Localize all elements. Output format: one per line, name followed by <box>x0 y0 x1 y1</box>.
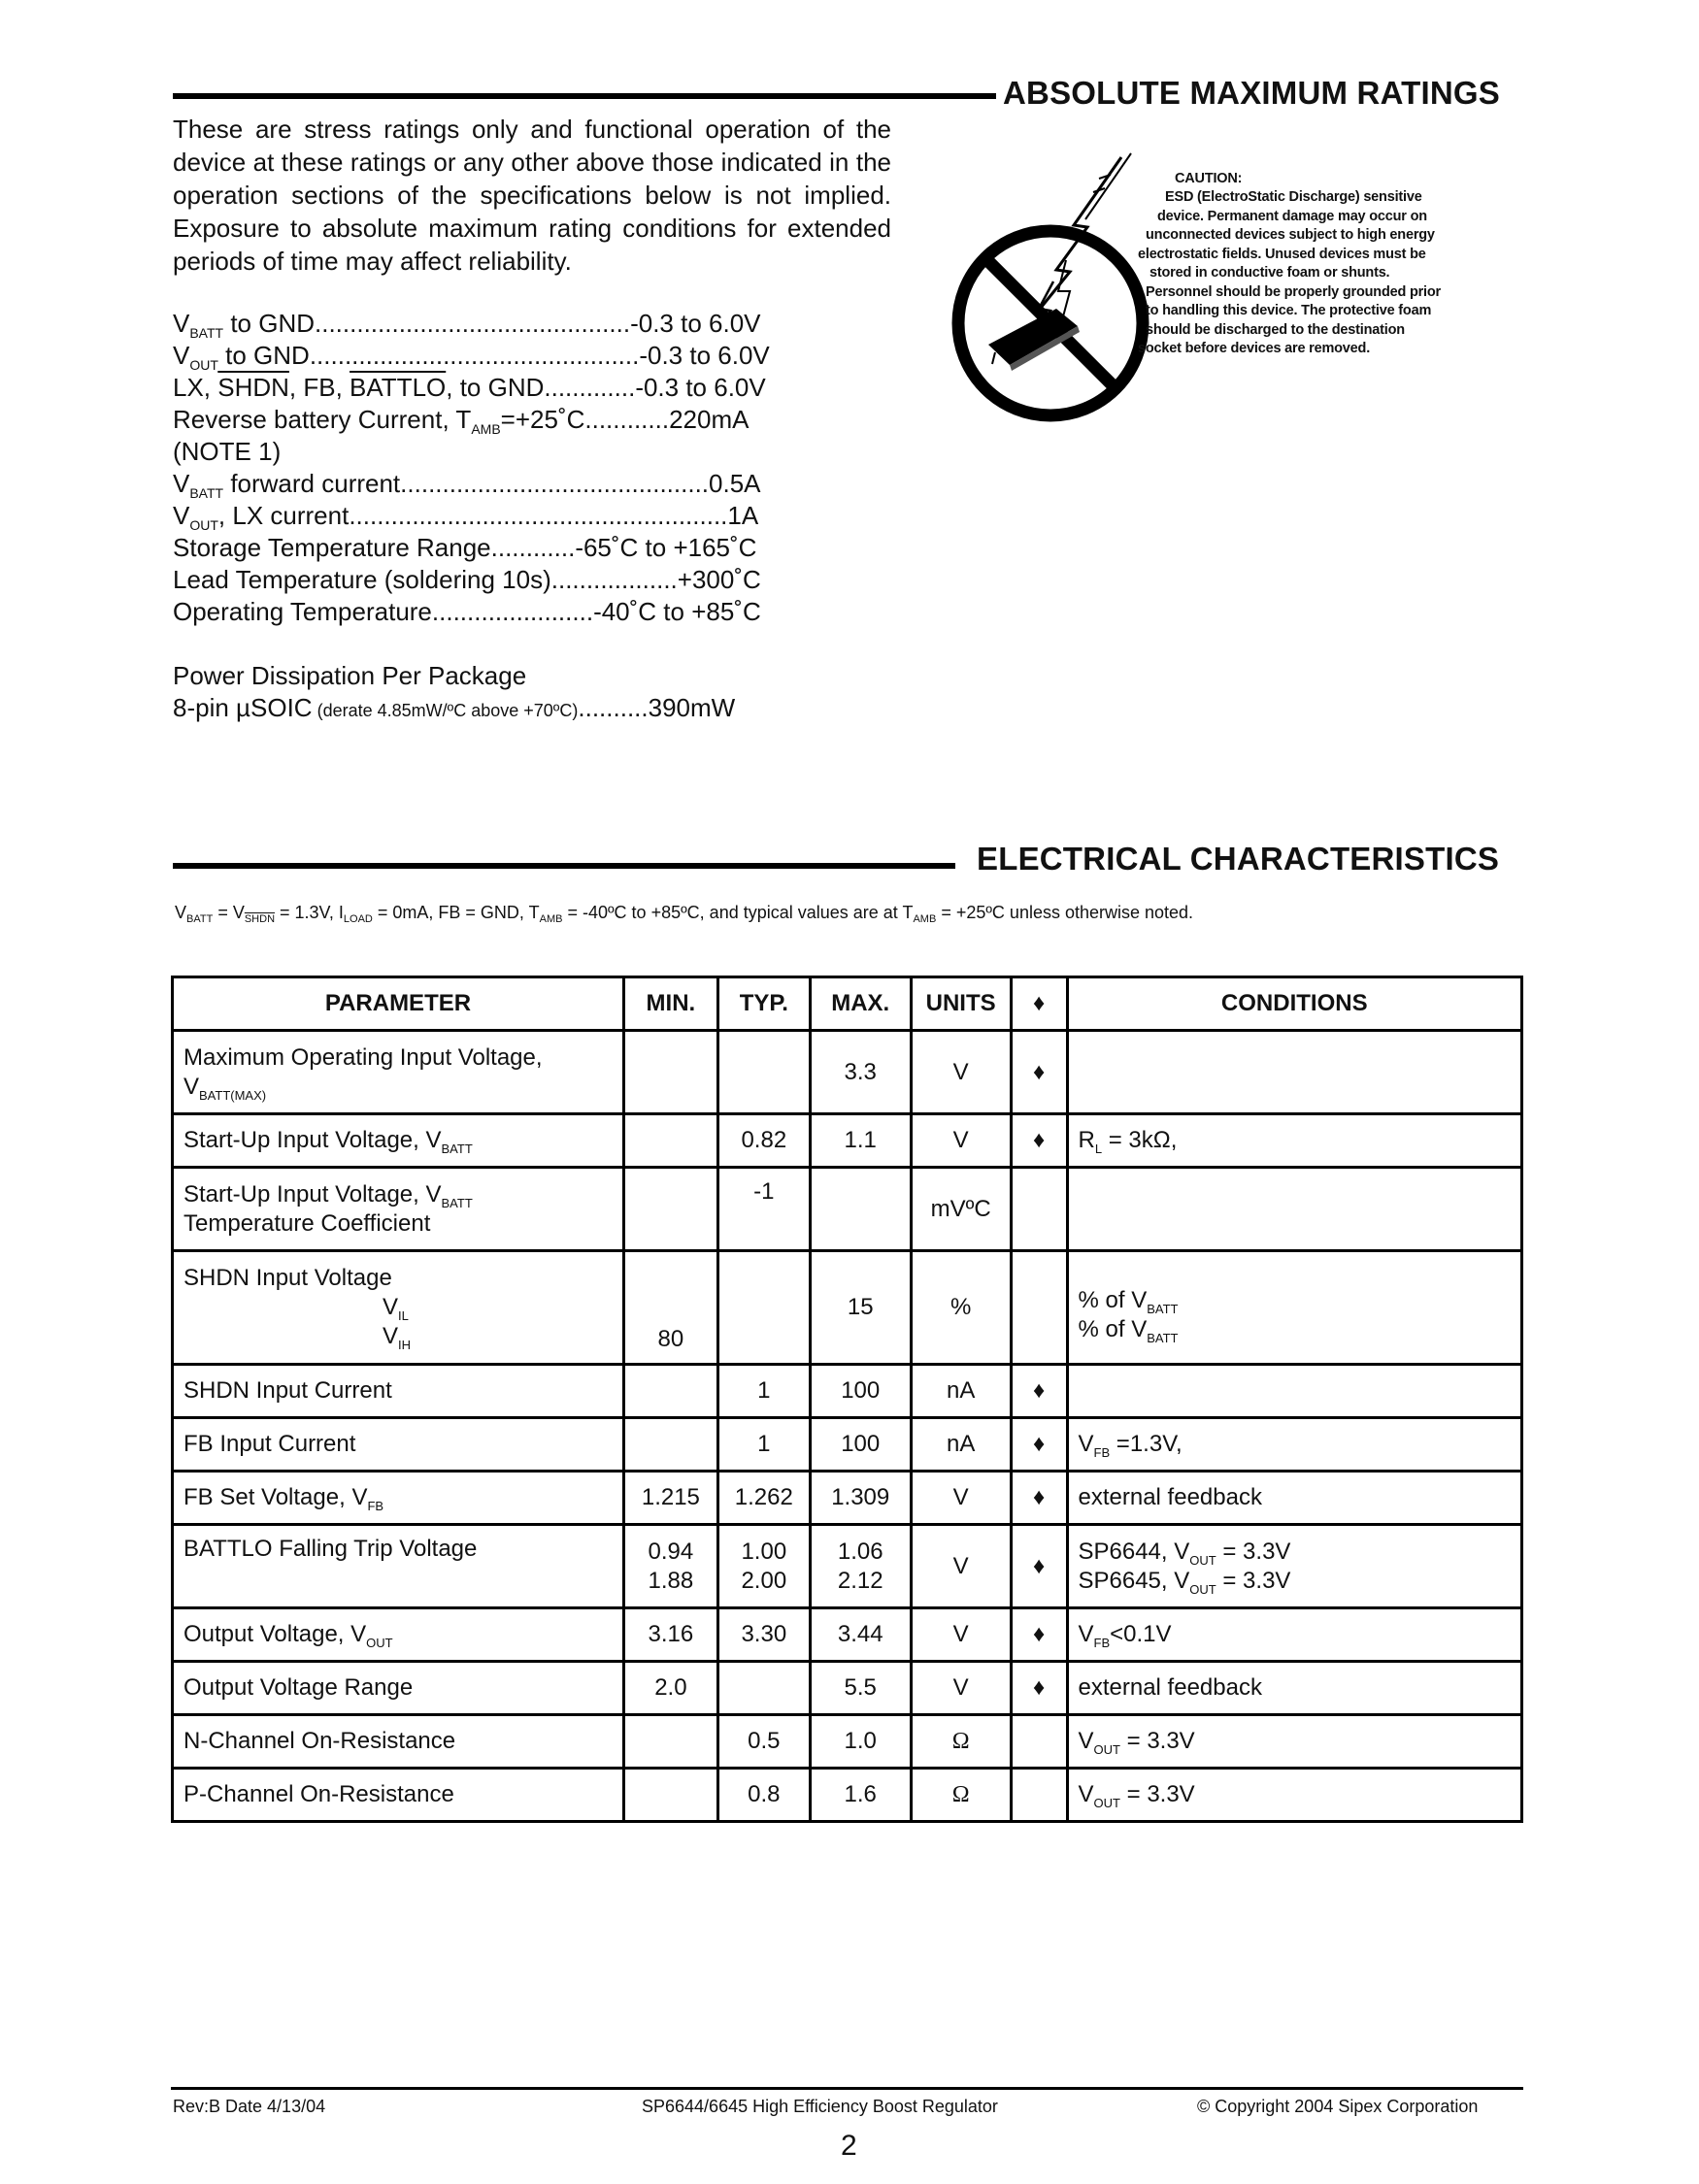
esd-caution-line: ESD (ElectroStatic Discharge) sensitive <box>1165 189 1422 205</box>
cell-diamond <box>1011 1715 1067 1769</box>
spec-reverse-battery-current: Reverse battery Current, $T_{AMB}=+25˚C............220mA$ <box>173 405 750 437</box>
table-row <box>173 1662 1522 1715</box>
table-row <box>173 1168 1522 1251</box>
cell-diamond <box>1011 1251 1067 1365</box>
cell-parameter: Output Voltage, $V_{OUT}$ <box>173 1608 624 1662</box>
cell-parameter: FB Input Current <box>173 1418 624 1472</box>
table-row <box>173 1525 1522 1608</box>
cell-max: 3.3 <box>810 1031 911 1114</box>
cell-typ: 1 <box>717 1365 810 1418</box>
amr-title-rule <box>173 93 996 99</box>
esd-caution-title: CAUTION: <box>1175 171 1243 186</box>
footer-rule <box>171 2087 1523 2090</box>
footer-copyright: © Copyright 2004 Sipex Corporation <box>1197 2097 1479 2116</box>
cell-typ: 3.30 <box>717 1608 810 1662</box>
esd-caution-line: electrostatic fields. Unused devices must be <box>1138 247 1426 262</box>
spec-vbatt-forward-current: $V_{BATT}$ forward current............................................0.5A <box>173 469 761 501</box>
cell-conditions: $V_{OUT} = 3.3V$ <box>1067 1769 1522 1822</box>
cell-min: 80 <box>623 1251 717 1365</box>
cell-max: 1.06 2.12 <box>810 1525 911 1608</box>
cell-max: 100 <box>810 1365 911 1418</box>
cell-diamond: ♦ <box>1011 1114 1067 1168</box>
cell-units: nA <box>911 1365 1011 1418</box>
cell-parameter: Start-Up Input Voltage, $V_{BATT}$ Temperature Coefficient <box>173 1168 624 1251</box>
spec-lead-temperature: Lead Temperature (soldering 10s)..................+300˚C <box>173 565 761 594</box>
cell-units: mVºC <box>911 1168 1011 1251</box>
cell-units: V <box>911 1525 1011 1608</box>
header-conditions: CONDITIONS <box>1067 977 1522 1031</box>
header-max: MAX. <box>810 977 911 1031</box>
table-row <box>173 1608 1522 1662</box>
table-row <box>173 1365 1522 1418</box>
cell-diamond <box>1011 1769 1067 1822</box>
cell-diamond: ♦ <box>1011 1365 1067 1418</box>
cell-min <box>623 1365 717 1418</box>
cell-min <box>623 1418 717 1472</box>
table-row <box>173 1769 1522 1822</box>
cell-parameter: Output Voltage Range <box>173 1662 624 1715</box>
cell-min <box>623 1769 717 1822</box>
cell-max: 100 <box>810 1418 911 1472</box>
cell-max: 1.6 <box>810 1769 911 1822</box>
cell-units: Ω <box>911 1715 1011 1769</box>
cell-units: V <box>911 1608 1011 1662</box>
cell-diamond: ♦ <box>1011 1472 1067 1525</box>
ec-test-conditions: $V_{BATT} = V_{SHDN} = 1.3V$, $I_{LOAD} = 0mA$, FB = GND, $T_{AMB}$ = -40ºC to +85ºC, and typical values are at $T_{AMB}$ = +25ºC unless otherwise noted. <box>175 903 1194 925</box>
cell-diamond: ♦ <box>1011 1418 1067 1472</box>
cell-units: nA <box>911 1418 1011 1472</box>
cell-typ: 0.5 <box>717 1715 810 1769</box>
cell-typ: 0.8 <box>717 1769 810 1822</box>
amr-intro-paragraph: These are stress ratings only and functional operation of the device at these ratings or any other above those indicated in the operation sections of the specifications below is not implied. Exposure to absolute maximum rating conditions for extended periods of time may affect reliability. <box>173 115 891 276</box>
cell-units: V <box>911 1031 1011 1114</box>
cell-max: 1.0 <box>810 1715 911 1769</box>
spec-operating-temperature: Operating Temperature.......................-40˚C to +85˚C <box>173 597 761 626</box>
esd-caution-line: stored in conductive foam or shunts. <box>1149 265 1390 281</box>
cell-parameter: N-Channel On-Resistance <box>173 1715 624 1769</box>
cell-conditions: % of $V_{BATT}$ % of $V_{BATT}$ <box>1067 1251 1522 1365</box>
cell-typ: 0.82 <box>717 1114 810 1168</box>
header-typ: TYP. <box>717 977 810 1031</box>
cell-conditions: $R_L = 3k\Omega$, <box>1067 1114 1522 1168</box>
esd-caution-line: device. Permanent damage may occur on <box>1157 209 1427 224</box>
spec-vbatt-to-gnd: $V_{BATT}$ to GND.............................................-0.3 to 6.0V <box>173 309 761 341</box>
electrical-characteristics-table <box>171 976 1523 1823</box>
cell-diamond: ♦ <box>1011 1031 1067 1114</box>
cell-min: 2.0 <box>623 1662 717 1715</box>
cell-min <box>623 1031 717 1114</box>
cell-conditions: $V_{OUT} = 3.3V$ <box>1067 1715 1522 1769</box>
ec-title-rule <box>173 863 955 869</box>
spec-note-1: (NOTE 1) <box>173 437 282 466</box>
ec-section-title: ELECTRICAL CHARACTERISTICS <box>977 841 1500 877</box>
cell-max: 5.5 <box>810 1662 911 1715</box>
amr-section-title: ABSOLUTE MAXIMUM RATINGS <box>1003 75 1500 111</box>
cell-min: 0.94 1.88 <box>623 1525 717 1608</box>
cell-conditions: $V_{FB} =1.3V$, <box>1067 1418 1522 1472</box>
spec-storage-temperature: Storage Temperature Range............-65˚C to +165˚C <box>173 533 757 562</box>
cell-max: 15 <box>810 1251 911 1365</box>
table-row <box>173 1715 1522 1769</box>
cell-parameter: Start-Up Input Voltage, $V_{BATT}$ <box>173 1114 624 1168</box>
spec-pins-to-gnd: LX, SHDN, FB, BATTLO, to GND.............-0.3 to 6.0V <box>173 373 766 402</box>
cell-units: Ω <box>911 1769 1011 1822</box>
cell-typ: 1 <box>717 1418 810 1472</box>
cell-units: V <box>911 1472 1011 1525</box>
cell-min: 1.215 <box>623 1472 717 1525</box>
header-units: UNITS <box>911 977 1011 1031</box>
power-dissipation-title: Power Dissipation Per Package <box>173 661 527 690</box>
spec-vout-lx-current: $V_{OUT}$, LX current......................................................1A <box>173 501 759 533</box>
cell-conditions: $V_{FB}<0.1V$ <box>1067 1608 1522 1662</box>
header-diamond: ♦ <box>1011 977 1067 1031</box>
esd-caution-line: Personnel should be properly grounded prior <box>1146 284 1441 300</box>
cell-parameter: SHDN Input Current <box>173 1365 624 1418</box>
cell-conditions <box>1067 1365 1522 1418</box>
cell-diamond: ♦ <box>1011 1525 1067 1608</box>
spec-vout-to-gnd: $V_{OUT}$ to GND...............................................-0.3 to 6.0V <box>173 341 770 373</box>
footer-document-title: SP6644/6645 High Efficiency Boost Regulator <box>642 2097 998 2116</box>
cell-diamond <box>1011 1168 1067 1251</box>
cell-parameter: SHDN Input Voltage $V_{IL}$ $V_{IH}$ <box>173 1251 624 1365</box>
table-header-row <box>173 977 1522 1031</box>
cell-typ: 1.00 2.00 <box>717 1525 810 1608</box>
esd-caution-line: should be discharged to the destination <box>1146 322 1405 338</box>
table-row <box>173 1472 1522 1525</box>
esd-caution-line: socket before devices are removed. <box>1138 341 1371 356</box>
cell-parameter: FB Set Voltage, $V_{FB}$ <box>173 1472 624 1525</box>
table-row <box>173 1251 1522 1365</box>
cell-typ <box>717 1031 810 1114</box>
cell-max: 1.309 <box>810 1472 911 1525</box>
cell-typ <box>717 1251 810 1365</box>
spec-power-dissipation-usoic: 8-pin µSOIC (derate 4.85mW/ºC above +70ºC)..........390mW <box>173 693 736 722</box>
cell-conditions: SP6644, $V_{OUT} = 3.3V$ SP6645, $V_{OUT} = 3.3V$ <box>1067 1525 1522 1608</box>
cell-min <box>623 1168 717 1251</box>
page-number: 2 <box>841 2130 857 2162</box>
footer-revision: Rev:B Date 4/13/04 <box>173 2097 326 2116</box>
esd-caution-line: unconnected devices subject to high energy <box>1146 227 1435 243</box>
cell-conditions <box>1067 1031 1522 1114</box>
cell-parameter: Maximum Operating Input Voltage, $V_{BATT(MAX)}$ <box>173 1031 624 1114</box>
cell-conditions: external feedback <box>1067 1662 1522 1715</box>
cell-typ <box>717 1662 810 1715</box>
table-row <box>173 1031 1522 1114</box>
table-row <box>173 1114 1522 1168</box>
cell-min: 3.16 <box>623 1608 717 1662</box>
cell-units: % <box>911 1251 1011 1365</box>
cell-min <box>623 1715 717 1769</box>
cell-max: 3.44 <box>810 1608 911 1662</box>
cell-diamond: ♦ <box>1011 1608 1067 1662</box>
header-parameter: PARAMETER <box>173 977 624 1031</box>
cell-conditions <box>1067 1168 1522 1251</box>
cell-units: V <box>911 1662 1011 1715</box>
cell-units: V <box>911 1114 1011 1168</box>
table-row <box>173 1418 1522 1472</box>
cell-conditions: external feedback <box>1067 1472 1522 1525</box>
cell-typ: 1.262 <box>717 1472 810 1525</box>
cell-diamond: ♦ <box>1011 1662 1067 1715</box>
esd-caution-line: to handling this device. The protective foam <box>1146 303 1432 318</box>
header-min: MIN. <box>623 977 717 1031</box>
cell-parameter: P-Channel On-Resistance <box>173 1769 624 1822</box>
cell-max <box>810 1168 911 1251</box>
cell-parameter: BATTLO Falling Trip Voltage <box>173 1525 624 1608</box>
cell-min <box>623 1114 717 1168</box>
cell-typ: -1 <box>717 1168 810 1251</box>
cell-max: 1.1 <box>810 1114 911 1168</box>
